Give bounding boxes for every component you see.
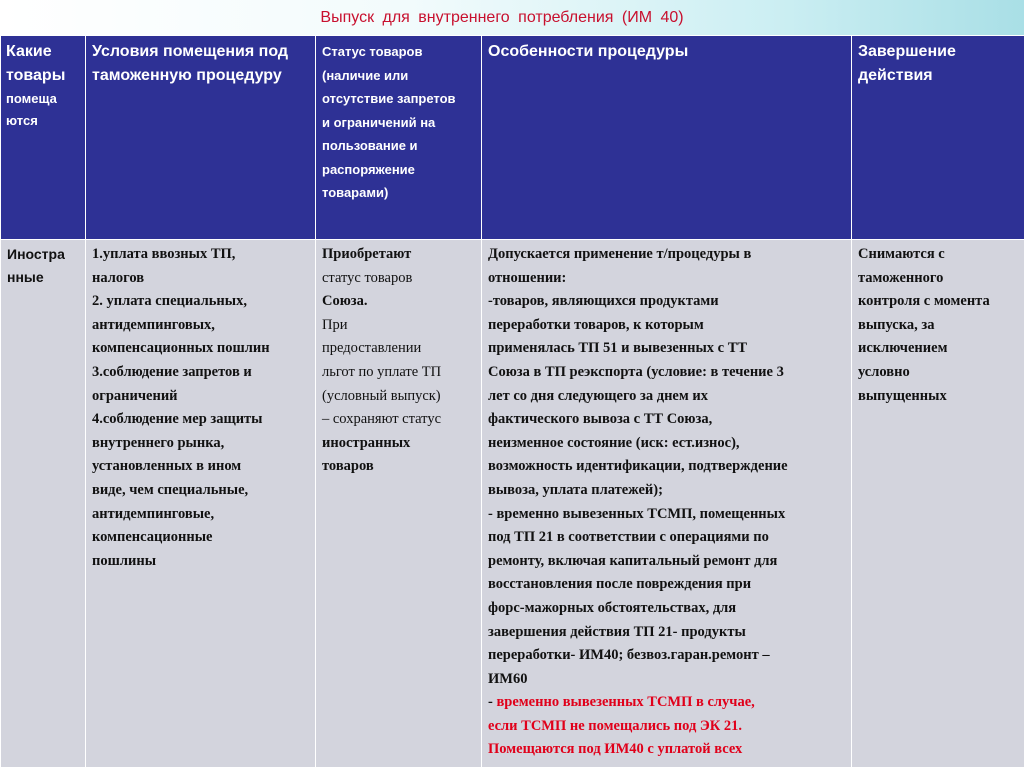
features-line: - временно вывезенных ТСМП, помещенных <box>488 503 845 527</box>
header-status-line: и ограничений на <box>322 111 475 135</box>
header-conditions-line: таможенную процедуру <box>92 64 309 88</box>
conditions-line: 3.соблюдение запретов и <box>92 361 309 385</box>
header-completion <box>852 36 1024 240</box>
conditions-line: установленных в ином <box>92 455 309 479</box>
header-status-line: распоряжение <box>322 158 475 182</box>
status-line: При <box>322 314 475 338</box>
features-line: Союза в ТП реэкспорта (условие: в течение 3 <box>488 361 845 385</box>
conditions-line: ограничений <box>92 385 309 409</box>
status-line: предоставлении <box>322 337 475 361</box>
header-conditions <box>86 36 316 240</box>
status-line: иностранных <box>322 432 475 456</box>
completion-line: таможенного <box>858 267 1018 291</box>
conditions-line: антидемпинговые, <box>92 503 309 527</box>
status-line: Приобретают <box>322 243 475 267</box>
completion-line: Снимаются с <box>858 243 1018 267</box>
status-line: Союза. <box>322 290 475 314</box>
header-conditions-line: Условия помещения под <box>92 40 309 64</box>
features-line: отношении: <box>488 267 845 291</box>
conditions-line: внутреннего рынка, <box>92 432 309 456</box>
cell-goods-line: Иностра <box>7 243 79 266</box>
header-goods <box>1 36 86 240</box>
conditions-line: 1.уплата ввозных ТП, <box>92 243 309 267</box>
features-line: применялась ТП 51 и вывезенных с ТТ <box>488 337 845 361</box>
features-line: форс-мажорных обстоятельствах, для <box>488 597 845 621</box>
cell-status <box>316 240 482 768</box>
completion-line: контроля с момента <box>858 290 1018 314</box>
cell-completion <box>852 240 1024 768</box>
cell-features <box>482 240 852 768</box>
features-line: - временно вывезенных ТСМП в случае, <box>488 691 845 715</box>
features-line: восстановления после повреждения при <box>488 573 845 597</box>
conditions-line: компенсационных пошлин <box>92 337 309 361</box>
header-status-line: пользование и <box>322 134 475 158</box>
conditions-line: виде, чем специальные, <box>92 479 309 503</box>
conditions-line: 2. уплата специальных, <box>92 290 309 314</box>
header-status-line: товарами) <box>322 181 475 205</box>
features-line: если ТСМП не помещались под ЭК 21. <box>488 715 845 739</box>
procedure-table <box>0 35 1024 768</box>
features-line: возможность идентификации, подтверждение <box>488 455 845 479</box>
completion-line: выпуска, за <box>858 314 1018 338</box>
conditions-line: пошлины <box>92 550 309 574</box>
features-line: Помещаются под ИМ40 с уплатой всех <box>488 738 845 762</box>
status-line: товаров <box>322 455 475 479</box>
header-features-text: Особенности процедуры <box>488 40 845 64</box>
completion-line: исключением <box>858 337 1018 361</box>
features-line: переработки товаров, к которым <box>488 314 845 338</box>
header-goods-line: помеща <box>6 88 79 110</box>
features-line: завершения действия ТП 21- продукты <box>488 621 845 645</box>
header-completion-line: Завершение <box>858 40 1018 64</box>
conditions-line: налогов <box>92 267 309 291</box>
features-line: ИМ60 <box>488 668 845 692</box>
header-completion-line: действия <box>858 64 1018 88</box>
header-goods-line: товары <box>6 64 79 88</box>
conditions-line: 4.соблюдение мер защиты <box>92 408 309 432</box>
header-status-line: Статус товаров <box>322 40 475 64</box>
header-status <box>316 36 482 240</box>
conditions-line: компенсационные <box>92 526 309 550</box>
features-line: фактического вывоза с ТТ Союза, <box>488 408 845 432</box>
completion-line: выпущенных <box>858 385 1018 409</box>
title-bar <box>0 0 1024 35</box>
conditions-line: антидемпинговых, <box>92 314 309 338</box>
features-line: неизменное состояние (иск: ест.износ), <box>488 432 845 456</box>
status-line: – сохраняют статус <box>322 408 475 432</box>
cell-goods <box>1 240 86 768</box>
status-line: (условный выпуск) <box>322 385 475 409</box>
features-line: лет со дня следующего за днем их <box>488 385 845 409</box>
header-status-line: (наличие или <box>322 64 475 88</box>
status-line: льгот по уплате ТП <box>322 361 475 385</box>
table-row <box>1 240 1024 768</box>
header-features <box>482 36 852 240</box>
features-line: под ТП 21 в соответствии с операциями по <box>488 526 845 550</box>
features-line: переработки- ИМ40; безвоз.гаран.ремонт – <box>488 644 845 668</box>
page-title: Выпуск для внутреннего потребления (ИМ 40) <box>320 9 683 27</box>
features-line: -товаров, являющихся продуктами <box>488 290 845 314</box>
header-goods-line: ются <box>6 110 79 132</box>
status-line: статус товаров <box>322 267 475 291</box>
header-goods-line: Какие <box>6 40 79 64</box>
features-line: ремонту, включая капитальный ремонт для <box>488 550 845 574</box>
cell-goods-line: нные <box>7 266 79 289</box>
features-line: вывоза, уплата платежей); <box>488 479 845 503</box>
cell-conditions <box>86 240 316 768</box>
header-status-line: отсутствие запретов <box>322 87 475 111</box>
features-line: Допускается применение т/процедуры в <box>488 243 845 267</box>
header-row <box>1 36 1024 240</box>
completion-line: условно <box>858 361 1018 385</box>
